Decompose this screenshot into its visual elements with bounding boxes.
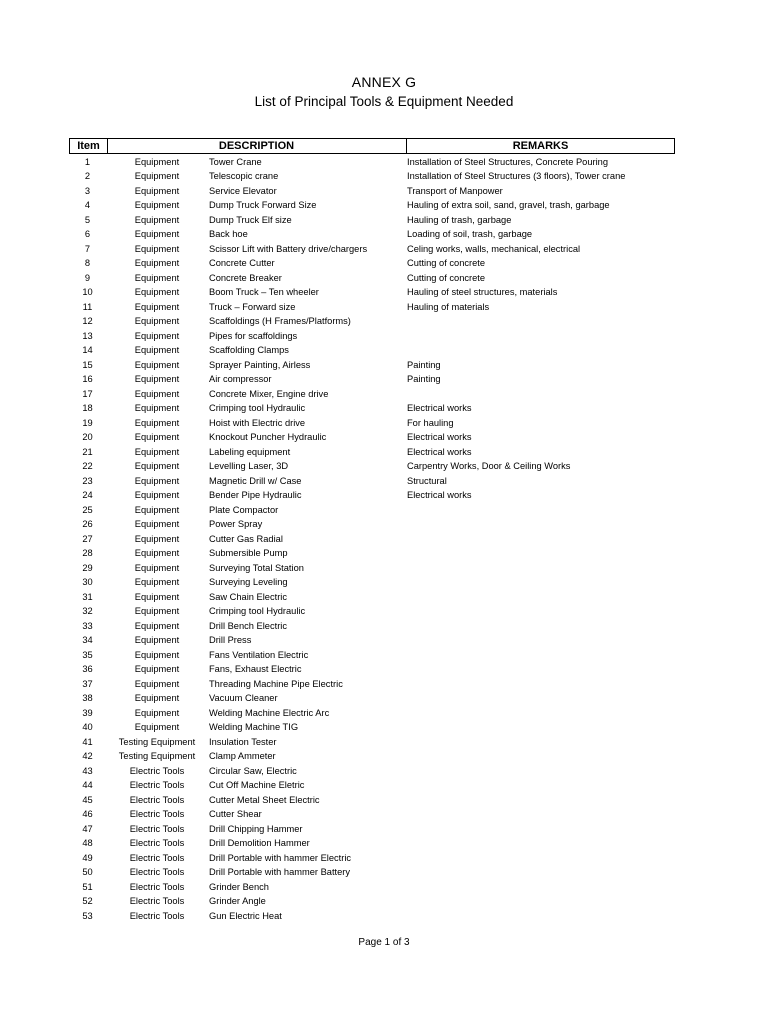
- row-description: Submersible Pump: [209, 548, 288, 558]
- table-row: [0, 198, 768, 213]
- table-row: [0, 677, 768, 692]
- row-description: Cutter Gas Radial: [209, 533, 283, 544]
- row-item-number: 35: [82, 649, 93, 660]
- row-category: Equipment: [134, 548, 180, 558]
- row-category: Electric Tools: [129, 896, 185, 906]
- table-row: [0, 242, 768, 257]
- row-description: Power Spray: [209, 519, 263, 529]
- row-remarks: Hauling of materials: [407, 301, 490, 312]
- row-description: Concrete Cutter: [209, 258, 275, 268]
- row-item-number: 42: [82, 751, 93, 761]
- row-category: Equipment: [134, 243, 180, 254]
- row-description: Plate Compactor: [209, 504, 279, 515]
- table-row: [0, 880, 768, 895]
- row-category: Equipment: [134, 301, 180, 312]
- row-item-number: 47: [82, 823, 93, 834]
- row-category: Equipment: [134, 417, 180, 428]
- row-category: Electric Tools: [129, 809, 185, 819]
- table-row: [0, 836, 768, 851]
- row-item-number: 30: [82, 577, 93, 587]
- table-row: [0, 329, 768, 344]
- row-item-number: 26: [82, 519, 93, 529]
- row-remarks: Transport of Manpower: [407, 185, 503, 196]
- row-description: Labeling equipment: [209, 446, 291, 457]
- row-category: Equipment: [134, 316, 180, 326]
- column-header-item: Item: [70, 139, 108, 153]
- table-row: [0, 793, 768, 808]
- row-item-number: 38: [82, 693, 93, 703]
- row-description: Fans Ventilation Electric: [209, 649, 309, 660]
- row-category: Electric Tools: [129, 852, 185, 863]
- row-category: Electric Tools: [129, 780, 185, 790]
- table-row: [0, 343, 768, 358]
- row-item-number: 16: [82, 374, 93, 384]
- row-remarks: Hauling of extra soil, sand, gravel, trash, garbage: [407, 200, 610, 210]
- table-row: [0, 459, 768, 474]
- row-category: Testing Equipment: [118, 751, 196, 761]
- table-row: [0, 590, 768, 605]
- row-category: Equipment: [134, 258, 180, 268]
- document-title: ANNEX G: [351, 74, 417, 90]
- row-description: Air compressor: [209, 374, 272, 384]
- row-description: Service Elevator: [209, 185, 277, 196]
- table-row: [0, 430, 768, 445]
- row-item-number: 4: [84, 200, 91, 210]
- table-body: [0, 155, 768, 924]
- table-row: [0, 662, 768, 677]
- table-row: [0, 285, 768, 300]
- document-subtitle: List of Principal Tools & Equipment Needed: [254, 94, 514, 109]
- row-category: Equipment: [134, 591, 180, 602]
- row-description: Grinder Bench: [209, 881, 269, 892]
- row-category: Electric Tools: [129, 910, 185, 921]
- row-remarks: Carpentry Works, Door & Ceiling Works: [407, 461, 571, 471]
- table-row: [0, 894, 768, 909]
- table-row: [0, 314, 768, 329]
- row-description: Levelling Laser, 3D: [209, 461, 289, 471]
- table-row: [0, 387, 768, 402]
- row-category: Equipment: [134, 490, 180, 500]
- row-description: Threading Machine Pipe Electric: [209, 678, 343, 689]
- row-item-number: 50: [82, 867, 93, 877]
- row-category: Equipment: [134, 446, 180, 457]
- row-category: Equipment: [134, 649, 180, 660]
- row-category: Electric Tools: [129, 881, 185, 892]
- row-remarks: Celing works, walls, mechanical, electrical: [407, 243, 581, 254]
- row-category: Equipment: [134, 504, 180, 515]
- row-description: Drill Portable with hammer Battery: [209, 867, 351, 877]
- row-description: Vacuum Cleaner: [209, 693, 278, 703]
- row-category: Equipment: [134, 185, 180, 196]
- row-remarks: Hauling of trash, garbage: [407, 214, 512, 225]
- table-row: [0, 532, 768, 547]
- row-item-number: 18: [82, 403, 93, 413]
- row-category: Equipment: [134, 562, 180, 573]
- row-description: Crimping tool Hydraulic: [209, 403, 306, 413]
- row-category: Testing Equipment: [118, 736, 196, 747]
- table-row: [0, 706, 768, 721]
- row-category: Equipment: [134, 388, 180, 399]
- row-description: Fans, Exhaust Electric: [209, 664, 302, 674]
- row-remarks: Electrical works: [407, 490, 472, 500]
- row-item-number: 40: [82, 722, 93, 732]
- row-item-number: 2: [84, 171, 91, 181]
- row-item-number: 28: [82, 548, 93, 558]
- row-remarks: Cutting of concrete: [407, 272, 486, 283]
- table-row: [0, 155, 768, 170]
- row-item-number: 53: [82, 910, 93, 921]
- table-row: [0, 358, 768, 373]
- row-item-number: 9: [84, 272, 91, 283]
- row-category: Equipment: [134, 461, 180, 471]
- row-description: Drill Portable with hammer Electric: [209, 852, 352, 863]
- table-row: [0, 822, 768, 837]
- row-description: Scaffoldings (H Frames/Platforms): [209, 316, 351, 326]
- row-description: Pipes for scaffoldings: [209, 330, 298, 341]
- table-row: [0, 503, 768, 518]
- row-item-number: 25: [82, 504, 93, 515]
- row-item-number: 12: [82, 316, 93, 326]
- table-row: [0, 648, 768, 663]
- table-row: [0, 213, 768, 228]
- row-remarks: Painting: [407, 374, 441, 384]
- row-item-number: 10: [82, 287, 93, 297]
- row-description: Insulation Tester: [209, 736, 277, 747]
- row-category: Equipment: [134, 200, 180, 210]
- row-description: Truck – Forward size: [209, 301, 296, 312]
- row-category: Equipment: [134, 722, 180, 732]
- row-item-number: 46: [82, 809, 93, 819]
- table-row: [0, 749, 768, 764]
- row-item-number: 3: [84, 185, 91, 196]
- row-item-number: 20: [82, 432, 93, 442]
- row-description: Drill Chipping Hammer: [209, 823, 303, 834]
- row-description: Surveying Leveling: [209, 577, 288, 587]
- row-category: Equipment: [134, 707, 180, 718]
- table-row: [0, 546, 768, 561]
- column-header-description: DESCRIPTION: [107, 139, 407, 153]
- row-description: Magnetic Drill w/ Case: [209, 475, 302, 486]
- row-item-number: 52: [82, 896, 93, 906]
- row-item-number: 17: [82, 388, 93, 399]
- row-item-number: 22: [82, 461, 93, 471]
- row-category: Equipment: [134, 229, 180, 239]
- row-remarks: Installation of Steel Structures (3 floors), Tower crane: [407, 171, 626, 181]
- table-row: [0, 401, 768, 416]
- table-row: [0, 807, 768, 822]
- row-description: Grinder Angle: [209, 896, 266, 906]
- row-category: Equipment: [134, 171, 180, 181]
- row-category: Equipment: [134, 693, 180, 703]
- row-item-number: 51: [82, 881, 93, 892]
- table-row: [0, 372, 768, 387]
- row-category: Electric Tools: [129, 794, 185, 805]
- row-description: Cutter Metal Sheet Electric: [209, 794, 320, 805]
- row-item-number: 45: [82, 794, 93, 805]
- row-description: Telescopic crane: [209, 171, 279, 181]
- row-item-number: 31: [82, 591, 93, 602]
- row-item-number: 27: [82, 533, 93, 544]
- row-category: Equipment: [134, 330, 180, 341]
- table-row: [0, 256, 768, 271]
- table-row: [0, 619, 768, 634]
- row-description: Bender Pipe Hydraulic: [209, 490, 302, 500]
- table-row: [0, 604, 768, 619]
- row-description: Dump Truck Forward Size: [209, 200, 317, 210]
- table-row: [0, 691, 768, 706]
- row-category: Equipment: [134, 432, 180, 442]
- row-item-number: 48: [82, 838, 93, 848]
- row-description: Tower Crane: [209, 156, 262, 167]
- row-item-number: 29: [82, 562, 93, 573]
- row-category: Equipment: [134, 533, 180, 544]
- page-number: Page 1 of 3: [358, 937, 410, 948]
- column-header-remarks: REMARKS: [512, 140, 569, 152]
- row-item-number: 32: [82, 606, 93, 616]
- row-category: Electric Tools: [129, 867, 185, 877]
- row-category: Equipment: [134, 287, 180, 297]
- row-category: Electric Tools: [129, 823, 185, 834]
- row-category: Equipment: [134, 664, 180, 674]
- row-remarks: Electrical works: [407, 432, 472, 442]
- table-row: [0, 184, 768, 199]
- row-item-number: 7: [84, 243, 91, 254]
- row-description: Back hoe: [209, 229, 248, 239]
- row-remarks: Structural: [407, 475, 447, 486]
- table-row: [0, 633, 768, 648]
- table-row: [0, 416, 768, 431]
- row-item-number: 49: [82, 852, 93, 863]
- row-category: Equipment: [134, 606, 180, 616]
- table-row: [0, 720, 768, 735]
- row-category: Equipment: [134, 620, 180, 631]
- row-remarks: Loading of soil, trash, garbage: [407, 229, 533, 239]
- row-remarks: Electrical works: [407, 446, 472, 457]
- table-row: [0, 575, 768, 590]
- row-description: Dump Truck Elf size: [209, 214, 292, 225]
- table-row: [0, 445, 768, 460]
- row-remarks: Electrical works: [407, 403, 472, 413]
- row-description: Sprayer Painting, Airless: [209, 359, 311, 370]
- table-row: [0, 865, 768, 880]
- row-category: Equipment: [134, 678, 180, 689]
- table-row: [0, 488, 768, 503]
- row-description: Saw Chain Electric: [209, 591, 288, 602]
- row-category: Equipment: [134, 345, 180, 355]
- row-item-number: 43: [82, 765, 93, 776]
- row-remarks: For hauling: [407, 417, 454, 428]
- row-item-number: 41: [82, 736, 93, 747]
- row-category: Equipment: [134, 214, 180, 225]
- row-description: Hoist with Electric drive: [209, 417, 306, 428]
- row-category: Equipment: [134, 519, 180, 529]
- row-item-number: 8: [84, 258, 91, 268]
- table-header: [69, 138, 675, 154]
- row-remarks: Painting: [407, 359, 441, 370]
- row-category: Equipment: [134, 635, 180, 645]
- row-description: Clamp Ammeter: [209, 751, 276, 761]
- table-row: [0, 909, 768, 924]
- row-item-number: 39: [82, 707, 93, 718]
- table-row: [0, 778, 768, 793]
- row-category: Equipment: [134, 403, 180, 413]
- row-description: Cut Off Machine Eletric: [209, 780, 305, 790]
- row-description: Surveying Total Station: [209, 562, 304, 573]
- row-category: Equipment: [134, 577, 180, 587]
- row-description: Drill Bench Electric: [209, 620, 288, 631]
- table-row: [0, 169, 768, 184]
- row-item-number: 14: [82, 345, 93, 355]
- row-description: Knockout Puncher Hydraulic: [209, 432, 327, 442]
- row-description: Gun Electric Heat: [209, 910, 282, 921]
- row-item-number: 34: [82, 635, 93, 645]
- row-category: Equipment: [134, 156, 180, 167]
- row-category: Electric Tools: [129, 765, 185, 776]
- row-description: Concrete Mixer, Engine drive: [209, 388, 329, 399]
- row-remarks: Installation of Steel Structures, Concrete Pouring: [407, 156, 609, 167]
- row-item-number: 23: [82, 475, 93, 486]
- table-row: [0, 227, 768, 242]
- table-row: [0, 271, 768, 286]
- row-item-number: 19: [82, 417, 93, 428]
- row-description: Cutter Shear: [209, 809, 262, 819]
- row-category: Equipment: [134, 359, 180, 370]
- table-row: [0, 300, 768, 315]
- row-item-number: 13: [82, 330, 93, 341]
- row-item-number: 33: [82, 620, 93, 631]
- table-row: [0, 764, 768, 779]
- row-description: Drill Press: [209, 635, 252, 645]
- table-row: [0, 851, 768, 866]
- row-description: Boom Truck – Ten wheeler: [209, 287, 319, 297]
- row-item-number: 5: [84, 214, 91, 225]
- table-row: [0, 517, 768, 532]
- row-description: Crimping tool Hydraulic: [209, 606, 306, 616]
- row-item-number: 15: [82, 359, 93, 370]
- row-description: Welding Machine Electric Arc: [209, 707, 330, 718]
- row-item-number: 36: [82, 664, 93, 674]
- table-row: [0, 735, 768, 750]
- row-category: Electric Tools: [129, 838, 185, 848]
- table-row: [0, 474, 768, 489]
- row-category: Equipment: [134, 272, 180, 283]
- row-item-number: 1: [84, 156, 91, 167]
- row-category: Equipment: [134, 374, 180, 384]
- row-category: Equipment: [134, 475, 180, 486]
- row-remarks: Cutting of concrete: [407, 258, 486, 268]
- row-item-number: 11: [82, 301, 93, 312]
- row-description: Drill Demolition Hammer: [209, 838, 310, 848]
- row-item-number: 21: [82, 446, 93, 457]
- row-item-number: 37: [82, 678, 93, 689]
- row-description: Scaffolding Clamps: [209, 345, 289, 355]
- row-item-number: 44: [82, 780, 93, 790]
- row-item-number: 24: [82, 490, 93, 500]
- row-item-number: 6: [84, 229, 91, 239]
- row-description: Concrete Breaker: [209, 272, 282, 283]
- row-remarks: Hauling of steel structures, materials: [407, 287, 558, 297]
- table-row: [0, 561, 768, 576]
- row-description: Welding Machine TIG: [209, 722, 299, 732]
- row-description: Circular Saw, Electric: [209, 765, 297, 776]
- row-description: Scissor Lift with Battery drive/chargers: [209, 243, 368, 254]
